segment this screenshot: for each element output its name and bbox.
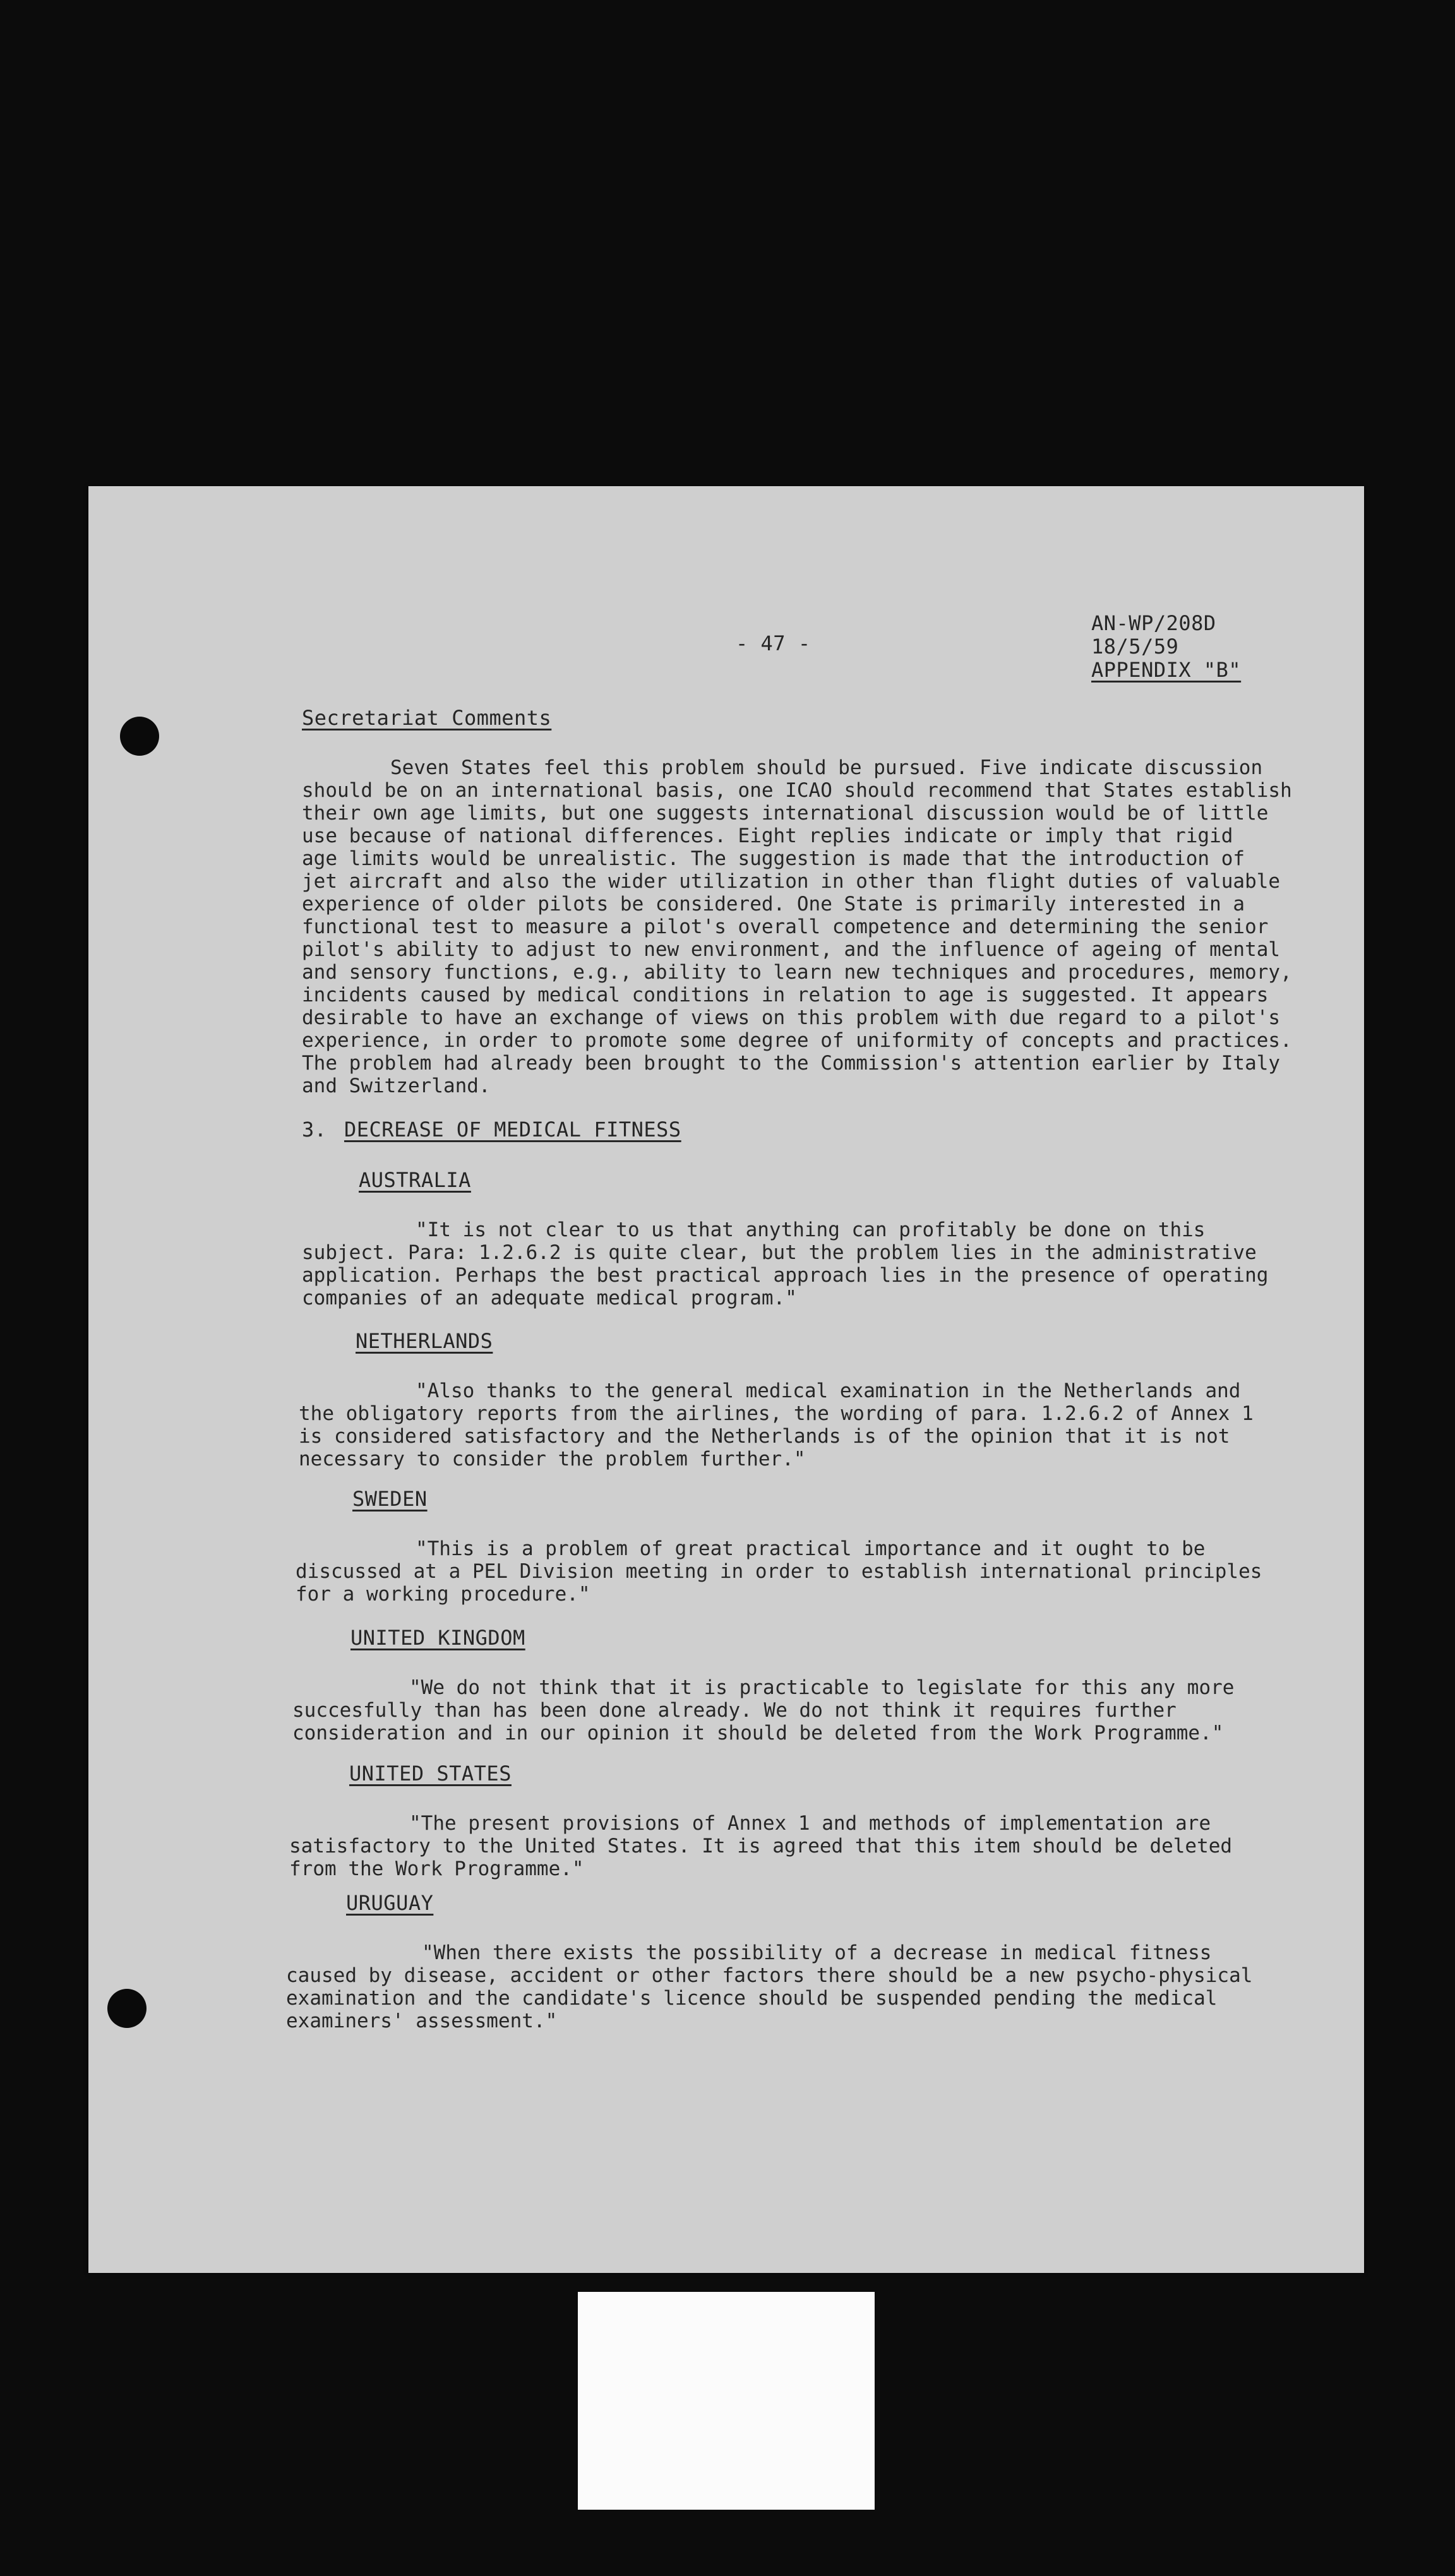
statement-line: necessary to consider the problem further." bbox=[299, 1448, 806, 1470]
statement-line: examination and the candidate's licence should be suspended pending the medical bbox=[286, 1987, 1218, 2010]
statement-line: subject. Para: 1.2.6.2 is quite clear, but the problem lies in the administrative bbox=[302, 1241, 1257, 1264]
paragraph-line: use because of national differences. Eight replies indicate or imply that rigid bbox=[302, 825, 1233, 847]
punch-hole bbox=[107, 1989, 147, 2028]
statement-line: "We do not think that it is practicable to legislate for this any more bbox=[409, 1676, 1235, 1699]
paragraph-line: age limits would be unrealistic. The suggestion is made that the introduction of bbox=[302, 847, 1245, 870]
paragraph-line: incidents caused by medical conditions in relation to age is suggested. It appears bbox=[302, 984, 1269, 1006]
page-number: - 47 - bbox=[736, 631, 811, 655]
statement-line: is considered satisfactory and the Netherlands is of the opinion that it is not bbox=[299, 1425, 1230, 1448]
appendix-label: APPENDIX "B" bbox=[1091, 658, 1242, 682]
country-heading-united-kingdom: UNITED KINGDOM bbox=[350, 1626, 525, 1650]
document-reference: AN-WP/208D bbox=[1091, 611, 1216, 635]
paragraph-line: The problem had already been brought to the Commission's attention earlier by Italy bbox=[302, 1052, 1281, 1075]
paragraph-line: jet aircraft and also the wider utilization in other than flight duties of valuable bbox=[302, 870, 1281, 893]
section-heading: Secretariat Comments bbox=[302, 706, 552, 730]
blank-card bbox=[578, 2292, 875, 2510]
statement-line: caused by disease, accident or other factors there should be a new psycho-physical bbox=[286, 1964, 1253, 1987]
statement-line: application. Perhaps the best practical approach lies in the presence of operating bbox=[302, 1264, 1269, 1287]
statement-line: from the Work Programme." bbox=[289, 1857, 584, 1880]
statement-line: examiners' assessment." bbox=[286, 2010, 558, 2032]
statement-line: "The present provisions of Annex 1 and methods of implementation are bbox=[409, 1812, 1211, 1835]
statement-line: discussed at a PEL Division meeting in order to establish international principles bbox=[296, 1560, 1262, 1583]
country-heading-sweden: SWEDEN bbox=[352, 1487, 428, 1511]
punch-hole bbox=[120, 717, 159, 756]
section-title: DECREASE OF MEDICAL FITNESS bbox=[344, 1118, 681, 1142]
paragraph-line: desirable to have an exchange of views on this problem with due regard to a pilot's bbox=[302, 1006, 1281, 1029]
statement-line: for a working procedure." bbox=[296, 1583, 590, 1606]
statement-line: "Also thanks to the general medical examination in the Netherlands and bbox=[416, 1380, 1241, 1402]
statement-line: satisfactory to the United States. It is agreed that this item should be deleted bbox=[289, 1835, 1233, 1857]
paragraph-line: Seven States feel this problem should be pursued. Five indicate discussion bbox=[390, 756, 1263, 779]
paragraph-line: pilot's ability to adjust to new environment, and the influence of ageing of mental bbox=[302, 938, 1281, 961]
paragraph-line: and Switzerland. bbox=[302, 1075, 491, 1097]
country-heading-uruguay: URUGUAY bbox=[346, 1891, 434, 1915]
statement-line: succesfully than has been done already. We do not think it requires further bbox=[292, 1699, 1177, 1722]
paragraph-line: their own age limits, but one suggests international discussion would be of little bbox=[302, 802, 1269, 825]
statement-line: the obligatory reports from the airlines, the wording of para. 1.2.6.2 of Annex 1 bbox=[299, 1402, 1254, 1425]
statement-line: "It is not clear to us that anything can profitably be done on this bbox=[416, 1219, 1206, 1241]
paragraph-line: and sensory functions, e.g., ability to learn new techniques and procedures, memory, bbox=[302, 961, 1292, 984]
statement-line: "This is a problem of great practical importance and it ought to be bbox=[416, 1537, 1206, 1560]
paragraph-line: should be on an international basis, one ICAO should recommend that States establish bbox=[302, 779, 1292, 802]
statement-line: "When there exists the possibility of a decrease in medical fitness bbox=[422, 1941, 1212, 1964]
country-heading-netherlands: NETHERLANDS bbox=[356, 1329, 493, 1353]
country-heading-united-states: UNITED STATES bbox=[349, 1762, 512, 1786]
paragraph-line: functional test to measure a pilot's overall competence and determining the senior bbox=[302, 915, 1269, 938]
paragraph-line: experience, in order to promote some degree of uniformity of concepts and practices. bbox=[302, 1029, 1292, 1052]
document-date: 18/5/59 bbox=[1091, 635, 1179, 659]
statement-line: companies of an adequate medical program." bbox=[302, 1287, 797, 1309]
country-heading-australia: AUSTRALIA bbox=[359, 1168, 471, 1192]
statement-line: consideration and in our opinion it should be deleted from the Work Programme." bbox=[292, 1722, 1224, 1744]
paragraph-line: experience of older pilots be considered. One State is primarily interested in a bbox=[302, 893, 1245, 915]
section-number: 3. bbox=[302, 1118, 327, 1142]
